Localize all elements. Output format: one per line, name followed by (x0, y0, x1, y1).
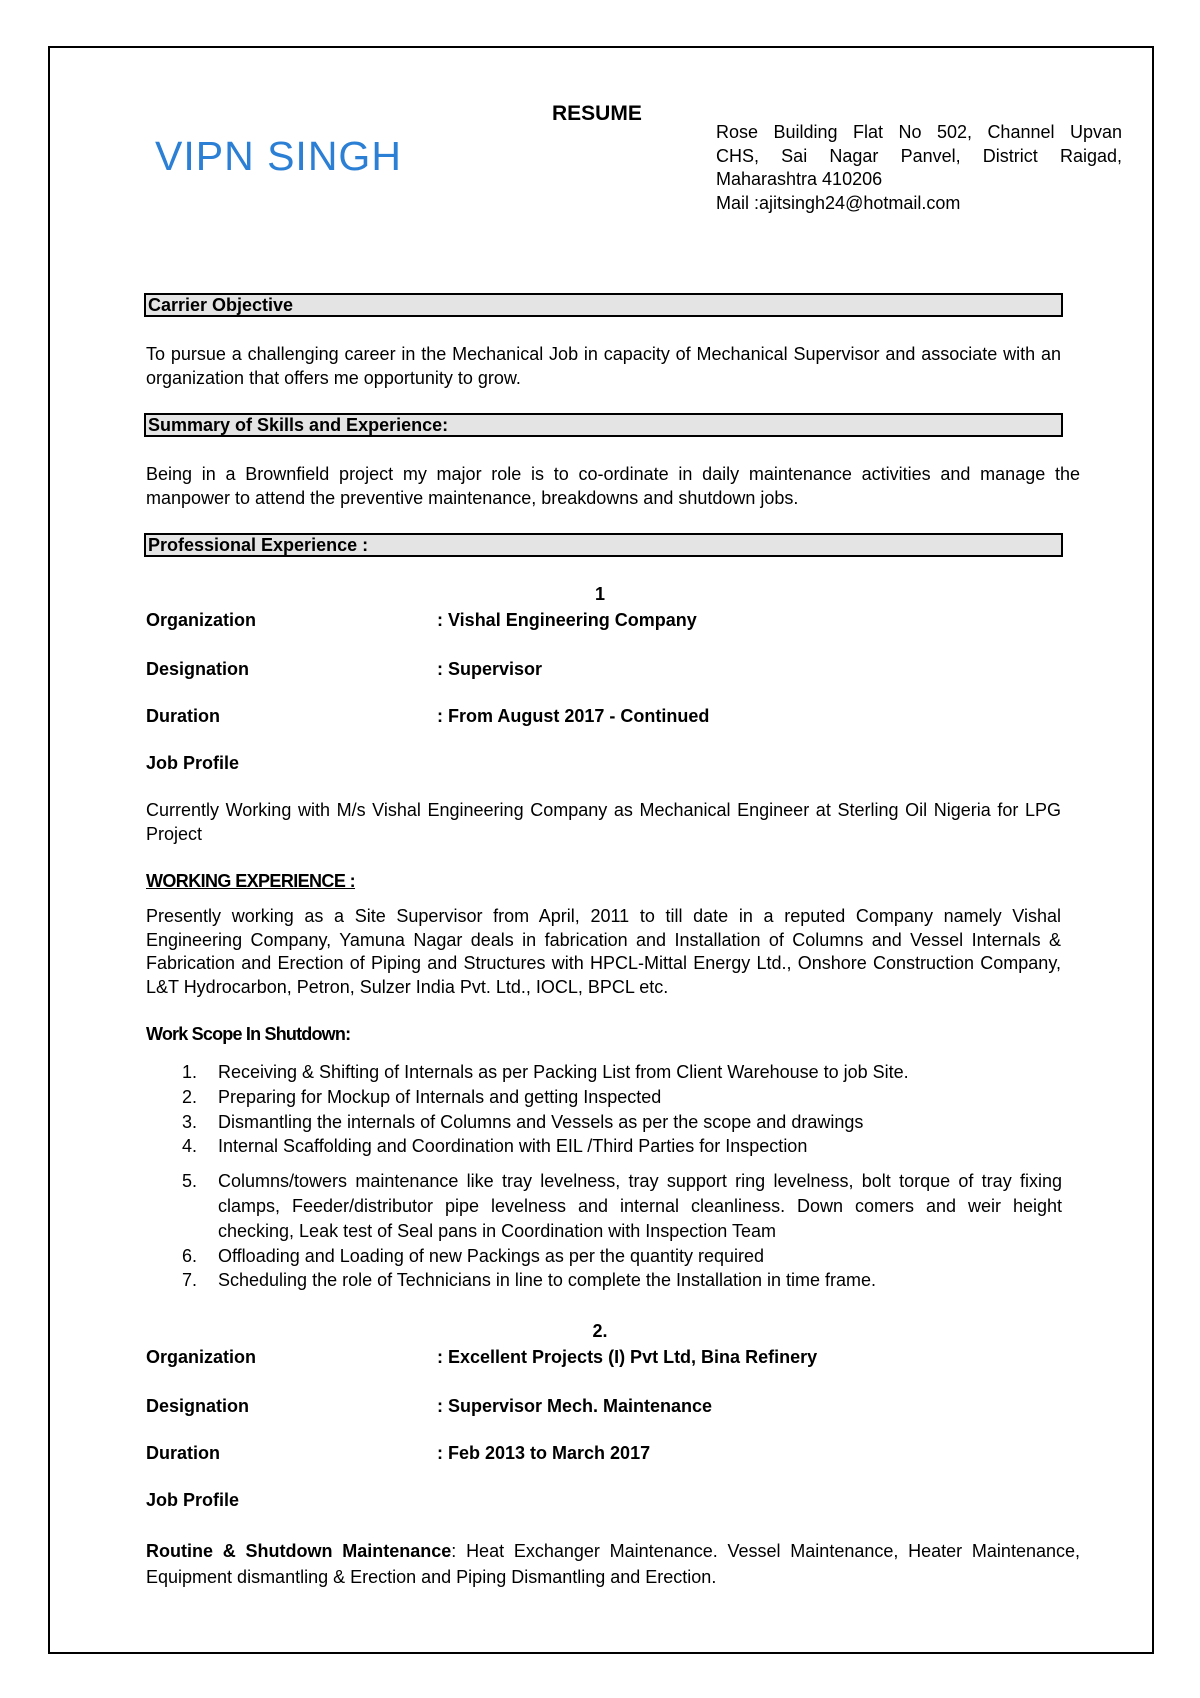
list-item-text: Internal Scaffolding and Coordination with EIL /Third Parties for Inspection (218, 1136, 808, 1156)
list-item-text: Columns/towers maintenance like tray levelness, tray support ring levelness, bolt torque of tray fixing clamps, Feeder/distributor pipe levelness and internal cleanliness. Down comers and weir height checking, Leak test of Seal pans in Coordination with Inspection Team (218, 1171, 1062, 1241)
list-item (182, 1060, 1062, 1085)
duration-label: Duration (146, 706, 220, 726)
summary-text: Being in a Brownfield project my major role is to co-ordinate in daily maintenance activities and manage the manpower to attend the preventive maintenance, breakdowns and shutdown jobs. (146, 464, 1080, 508)
list-item (182, 1085, 1062, 1110)
job-profile-label: Job Profile (146, 1490, 240, 1510)
list-item (182, 1244, 1062, 1269)
list-item (182, 1268, 1062, 1293)
designation-value: : Supervisor (437, 659, 543, 679)
designation-value: : Supervisor Mech. Maintenance (437, 1396, 713, 1416)
list-item-number: 2. (182, 1087, 198, 1107)
job-number: 1 (594, 584, 605, 604)
list-item-number: 7. (182, 1270, 198, 1290)
working-experience-text: Presently working as a Site Supervisor from April, 2011 to till date in a reputed Company namely Vishal Engineering Company, Yamuna Nagar deals in fabrication and Installation of Columns and Vessel Internals & Fabrication and Erection of Piping and Structures with HPCL-Mittal Energy Ltd., Onshore Construction Company, L&T Hydrocarbon, Petron, Sulzer India Pvt. Ltd., IOCL, BPCL etc. (146, 906, 1061, 997)
duration-label: Duration (146, 1443, 220, 1463)
section-heading-experience: Professional Experience : (144, 533, 1063, 557)
candidate-name: VIPN SINGH (155, 133, 402, 179)
job-profile-text: Currently Working with M/s Vishal Engineering Company as Mechanical Engineer at Sterling Oil Nigeria for LPG Project (146, 800, 1061, 844)
list-item-number: 4. (182, 1136, 198, 1156)
duration-value: : Feb 2013 to March 2017 (437, 1443, 651, 1463)
list-item-text: Dismantling the internals of Columns and Vessels as per the scope and drawings (218, 1112, 864, 1132)
job-profile-bold-lead: Routine & Shutdown Maintenance (146, 1541, 452, 1561)
organization-value: : Vishal Engineering Company (437, 610, 697, 630)
list-item-text: Offloading and Loading of new Packings as per the quantity required (218, 1246, 765, 1266)
contact-address (716, 121, 1122, 215)
working-experience-heading: WORKING EXPERIENCE : (146, 871, 356, 891)
list-item-text: Preparing for Mockup of Internals and getting Inspected (218, 1087, 662, 1107)
job-number: 2. (592, 1321, 608, 1341)
section-heading-summary: Summary of Skills and Experience: (144, 413, 1063, 437)
job-profile-label: Job Profile (146, 753, 240, 773)
address-line-1: Rose Building Flat No 502, Channel Upvan (716, 122, 1122, 142)
contact-email: Mail :ajitsingh24@hotmail.com (716, 192, 961, 213)
address-line-2: CHS, Sai Nagar Panvel, District Raigad, (716, 145, 1122, 166)
list-item-text: Receiving & Shifting of Internals as per Packing List from Client Warehouse to job Site. (218, 1062, 909, 1082)
job-profile-text (146, 1538, 1080, 1590)
address-line-3: Maharashtra 410206 (716, 169, 883, 189)
designation-label: Designation (146, 659, 250, 679)
designation-label: Designation (146, 1396, 250, 1416)
job-profile-details: : Heat Exchanger Maintenance. Vessel Maintenance, Heater Maintenance, Equipment dismantling & Erection and Piping Dismantling and Erection. (146, 1541, 1080, 1587)
organization-label: Organization (146, 1347, 257, 1367)
list-item-text: Scheduling the role of Technicians in line to complete the Installation in time frame. (218, 1270, 877, 1290)
organization-label: Organization (146, 610, 257, 630)
organization-value: : Excellent Projects (I) Pvt Ltd, Bina Refinery (437, 1347, 818, 1367)
section-heading-objective: Carrier Objective (144, 293, 1063, 317)
resume-title: RESUME (552, 102, 642, 125)
list-item-number: 5. (182, 1171, 198, 1191)
list-item-number: 3. (182, 1112, 198, 1132)
list-item (182, 1134, 1062, 1159)
list-item-number: 1. (182, 1062, 198, 1082)
duration-value: : From August 2017 - Continued (437, 706, 710, 726)
list-item (182, 1169, 1062, 1244)
objective-text: To pursue a challenging career in the Mechanical Job in capacity of Mechanical Supervisor and associate with an organization that offers me opportunity to grow. (146, 344, 1061, 388)
list-item-number: 6. (182, 1246, 198, 1266)
work-scope-heading: Work Scope In Shutdown: (146, 1024, 351, 1044)
list-item (182, 1110, 1062, 1135)
